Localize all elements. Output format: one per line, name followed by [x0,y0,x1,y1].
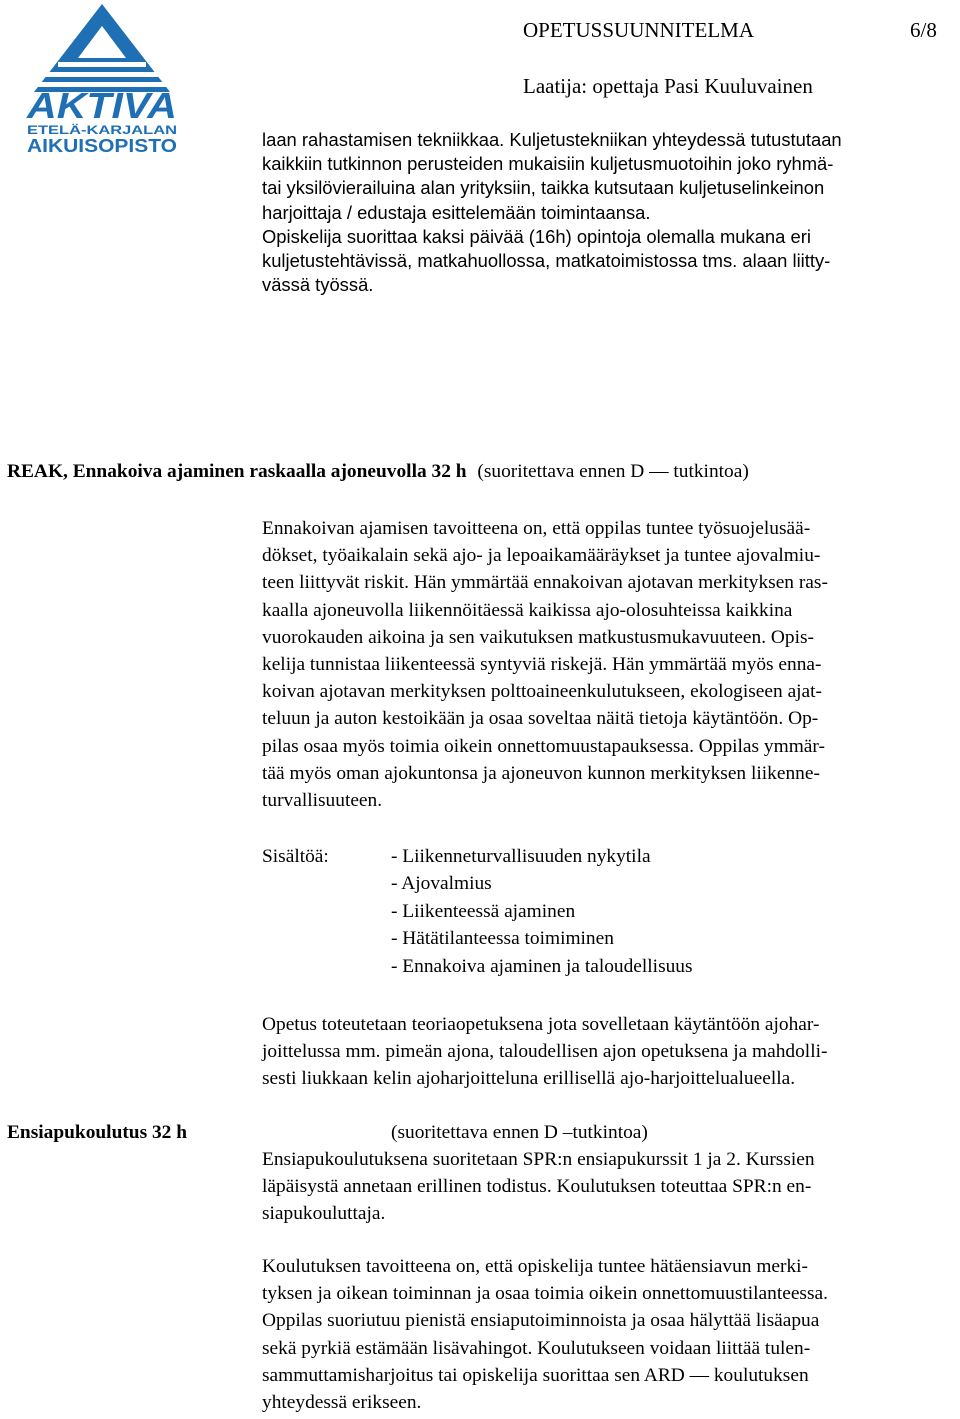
reak-line: turvallisuuteen. [262,790,383,812]
teaching-line: joittelussa mm. pimeän ajona, taloudellisen ajon opetuksena ja mahdolli- [262,1041,828,1063]
document-title: OPETUSSUUNNITELMA [523,18,754,42]
firstaid-line: siapukouluttaja. [262,1203,386,1225]
intro-line: tai yksilövierailuina alan yrityksiin, taikka kutsutaan kuljetuselinkeinon [262,177,825,199]
reak-line: koivan ajotavan merkityksen polttoaineenkulutukseen, ekologiseen ajat- [262,681,823,703]
page-number: 6/8 [910,18,937,42]
reak-line: dökset, työaikalain sekä ajo- ja lepoaikamääräykset ja tuntee ajovalmiu- [262,545,821,567]
reak-line: Ennakoivan ajamisen tavoitteena on, että oppilas tuntee työsuojelusää- [262,518,811,539]
intro-line: harjoittaja / edustaja esittelemään toimintaansa. [262,201,651,223]
reak-line: kaalla ajoneuvolla liikennöitäessä kaikissa ajo-olosuhteissa kaikkina [262,599,793,621]
reak-heading-row [7,461,952,483]
firstaid-paragraph-1 [262,1146,952,1228]
firstaid-line: sekä pyrkiä estämään lisävahingot. Koulutukseen voidaan liittää tulen- [262,1337,811,1359]
firstaid-paragraph-2 [262,1253,952,1416]
teaching-paragraph [262,1011,952,1093]
reak-line: pilas osaa myös toimia oikein onnettomuustapauksessa. Oppilas ymmär- [262,735,825,757]
intro-line: laan rahastamisen tekniikkaa. Kuljetustekniikan yhteydessä tutustutaan [262,129,842,150]
reak-line: teluun ja auton kestoikään ja osaa soveltaa näitä tietoja käytäntöön. Op- [262,708,819,730]
aktiva-logo [22,4,182,154]
teaching-line: sesti liukkaan kelin ajoharjoitteluna erillisellä ajo-harjoittelualueella. [262,1068,796,1090]
logo-brand: AKTIVA [25,85,178,126]
reak-heading: REAK, Ennakoiva ajaminen raskaalla ajoneuvolla 32 h [7,461,467,482]
firstaid-line: Ensiapukoulutuksena suoritetaan SPR:n ensiapukurssit 1 ja 2. Kurssien [262,1149,815,1170]
logo-line2: AIKUISOPISTO [27,136,177,154]
logo-graphic [22,4,182,154]
logo-line1: ETELÄ-KARJALAN [27,123,137,137]
list-item: - Hätätilanteessa toimiminen [391,928,614,950]
author-line: Laatija: opettaja Pasi Kuuluvainen [523,74,813,98]
contents-label: Sisältöä: [262,846,329,867]
list-item: - Liikenteessä ajaminen [391,900,576,922]
reak-paragraph [262,515,952,814]
teaching-line: Opetus toteutetaan teoriaopetuksena jota sovelletaan käytäntöön ajohar- [262,1014,820,1035]
firstaid-note: (suoritettava ennen D –tutkintoa) [391,1122,648,1143]
reak-line: vuorokauden aikoina ja sen vaikutuksen matkustusmukavuuteen. Opis- [262,626,814,648]
intro-block [262,128,952,297]
intro-line: kuljetustehtävissä, matkahuollossa, matkatoimistossa tms. alaan liitty- [262,250,831,272]
firstaid-line: sammuttamisharjoitus tai opiskelija suorittaa sen ARD — koulutuksen [262,1364,809,1386]
firstaid-line: yhteydessä erikseen. [262,1392,422,1414]
firstaid-line: läpäisystä annetaan erillinen todistus. Koulutuksen toteuttaa SPR:n en- [262,1176,812,1198]
reak-line: teen liittyvät riskit. Hän ymmärtää ennakoivan ajotavan merkityksen ras- [262,572,828,594]
list-item: - Liikenneturvallisuuden nykytila [391,846,651,867]
reak-line: tää myös oman ajokuntonsa ja ajoneuvon kunnon merkityksen liikenne- [262,762,820,784]
firstaid-line: Oppilas suoriutuu pienistä ensiaputoiminnoista ja osaa hälyttää lisäapua [262,1310,820,1332]
reak-note: (suoritettava ennen D — tutkintoa) [477,461,749,482]
intro-line: kaikkiin tutkinnon perusteiden mukaisiin kuljetusmuotoihin joko ryhmä- [262,153,834,175]
firstaid-heading: Ensiapukoulutus 32 h [7,1122,188,1143]
list-item: - Ajovalmius [391,873,492,895]
list-item: - Ennakoiva ajaminen ja taloudellisuus [391,955,693,977]
reak-line: kelija tunnistaa liikenteessä syntyviä riskejä. Hän ymmärtää myös enna- [262,654,822,676]
firstaid-line: Koulutuksen tavoitteena on, että opiskelija tuntee hätäensiavun merki- [262,1256,809,1277]
firstaid-line: tyksen ja oikean toiminnan ja osaa toimia oikein onnettomuustilanteessa. [262,1283,828,1305]
intro-line: Opiskelija suorittaa kaksi päivää (16h) opintoja olemalla mukana eri [262,225,811,247]
intro-line: vässä työssä. [262,274,374,296]
contents-list [391,843,693,980]
